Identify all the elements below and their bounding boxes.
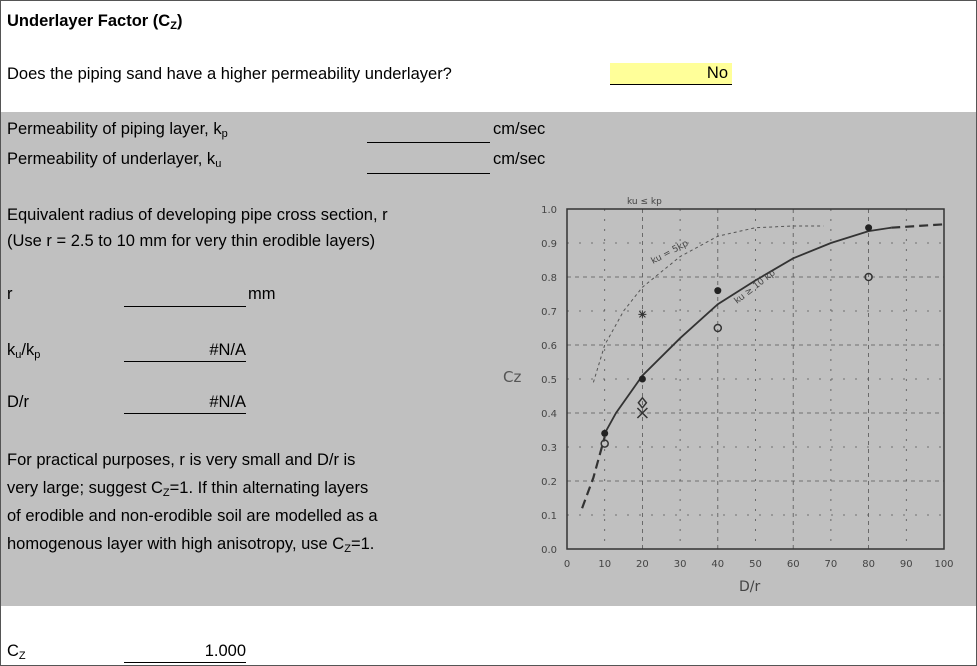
dr-value: #N/A bbox=[124, 393, 246, 414]
r-label: r bbox=[7, 285, 13, 303]
underlayer-answer-field[interactable] bbox=[610, 63, 732, 85]
kp-sub: p bbox=[221, 128, 228, 140]
note-line-1: For practical purposes, r is very small and D/r is bbox=[7, 451, 356, 469]
x-tick-label: 50 bbox=[749, 559, 762, 570]
note-l4s: Z bbox=[344, 543, 351, 555]
y-tick-label: 0.4 bbox=[541, 409, 557, 420]
y-axis-label: Cz bbox=[503, 368, 522, 386]
ratio-value: #N/A bbox=[124, 341, 246, 362]
x-axis-label: D/r bbox=[739, 579, 761, 595]
note-line-3: of erodible and non-erodible soil are modelled as a bbox=[7, 507, 378, 525]
underlayer-answer: No bbox=[706, 64, 728, 82]
ratio-slash: /k bbox=[21, 341, 35, 359]
series-line bbox=[891, 224, 944, 227]
ku-label-text: Permeability of underlayer, k bbox=[7, 150, 216, 168]
series-line bbox=[605, 228, 892, 434]
y-tick-label: 0.2 bbox=[541, 477, 557, 488]
ratio-label bbox=[7, 341, 40, 360]
note-l2b: =1. If thin alternating layers bbox=[169, 479, 369, 497]
x-tick-label: 0 bbox=[563, 559, 571, 570]
annotation-ku-le-kp: ku ≤ kp bbox=[627, 197, 662, 207]
ratio-k1: k bbox=[7, 341, 16, 359]
r-unit: mm bbox=[248, 285, 276, 303]
filled-point-marker bbox=[601, 430, 608, 437]
practical-note bbox=[7, 446, 378, 558]
radius-note-1: Equivalent radius of developing pipe cross section, r bbox=[7, 206, 388, 224]
y-tick-label: 0.5 bbox=[541, 375, 557, 386]
title-close: ) bbox=[176, 12, 183, 30]
underlayer-question: Does the piping sand have a higher permeability underlayer? bbox=[7, 65, 452, 83]
filled-point-marker bbox=[865, 224, 872, 231]
title-sub: Z bbox=[170, 20, 177, 32]
cz-chart bbox=[491, 186, 961, 601]
kp-label bbox=[7, 120, 228, 139]
x-tick-label: 60 bbox=[786, 559, 800, 570]
x-tick-label: 90 bbox=[899, 559, 913, 570]
ratio-s1: u bbox=[15, 349, 22, 361]
filled-point-marker bbox=[639, 376, 646, 383]
asterisk-point-marker bbox=[638, 310, 646, 318]
note-l2s: Z bbox=[162, 487, 170, 499]
y-tick-label: 1.0 bbox=[541, 205, 557, 216]
annotation-ku-5kp: ku = 5kp bbox=[649, 238, 691, 267]
r-input[interactable] bbox=[124, 286, 246, 307]
x-tick-label: 100 bbox=[934, 559, 954, 570]
cz-label-text: C bbox=[7, 642, 19, 660]
kp-input[interactable] bbox=[367, 122, 490, 143]
note-line-2 bbox=[7, 474, 378, 502]
ratio-s2: p bbox=[34, 349, 41, 361]
x-tick-label: 20 bbox=[636, 559, 649, 570]
kp-label-text: Permeability of piping layer, k bbox=[7, 120, 222, 138]
y-tick-label: 0.1 bbox=[541, 511, 557, 522]
section-title bbox=[7, 12, 182, 31]
note-l4a: homogenous layer with high anisotropy, use C bbox=[7, 535, 345, 553]
x-tick-label: 80 bbox=[862, 559, 875, 570]
series-line bbox=[582, 437, 605, 508]
y-tick-label: 0.9 bbox=[541, 239, 557, 250]
note-l2a: very large; suggest C bbox=[7, 479, 163, 497]
ku-sub: u bbox=[215, 158, 222, 170]
ku-unit: cm/sec bbox=[493, 150, 546, 168]
radius-note-2: (Use r = 2.5 to 10 mm for very thin erodible layers) bbox=[7, 232, 376, 250]
y-tick-label: 0.7 bbox=[541, 307, 557, 318]
series-line bbox=[593, 226, 823, 382]
ku-input[interactable] bbox=[367, 153, 490, 174]
open-point-marker bbox=[601, 440, 608, 447]
cz-sub: Z bbox=[18, 650, 26, 662]
chart-grid bbox=[567, 209, 944, 549]
kp-unit: cm/sec bbox=[493, 120, 546, 138]
ku-label bbox=[7, 150, 221, 169]
y-tick-label: 0.6 bbox=[541, 341, 557, 352]
cz-value: 1.000 bbox=[124, 642, 246, 663]
y-tick-label: 0.3 bbox=[541, 443, 557, 454]
x-tick-label: 40 bbox=[711, 559, 725, 570]
y-tick-label: 0.0 bbox=[541, 545, 557, 556]
note-l4b: =1. bbox=[350, 535, 375, 553]
cz-label bbox=[7, 642, 26, 661]
x-tick-label: 30 bbox=[673, 559, 687, 570]
annotation-ku-10kp: ku ≥ 10 kp bbox=[732, 268, 778, 307]
dr-label: D/r bbox=[7, 393, 29, 411]
filled-point-marker bbox=[714, 287, 721, 294]
note-line-4 bbox=[7, 530, 378, 558]
x-tick-label: 70 bbox=[824, 559, 838, 570]
y-tick-label: 0.8 bbox=[541, 273, 557, 284]
x-tick-label: 10 bbox=[598, 559, 612, 570]
title-text: Underlayer Factor (C bbox=[7, 12, 171, 30]
